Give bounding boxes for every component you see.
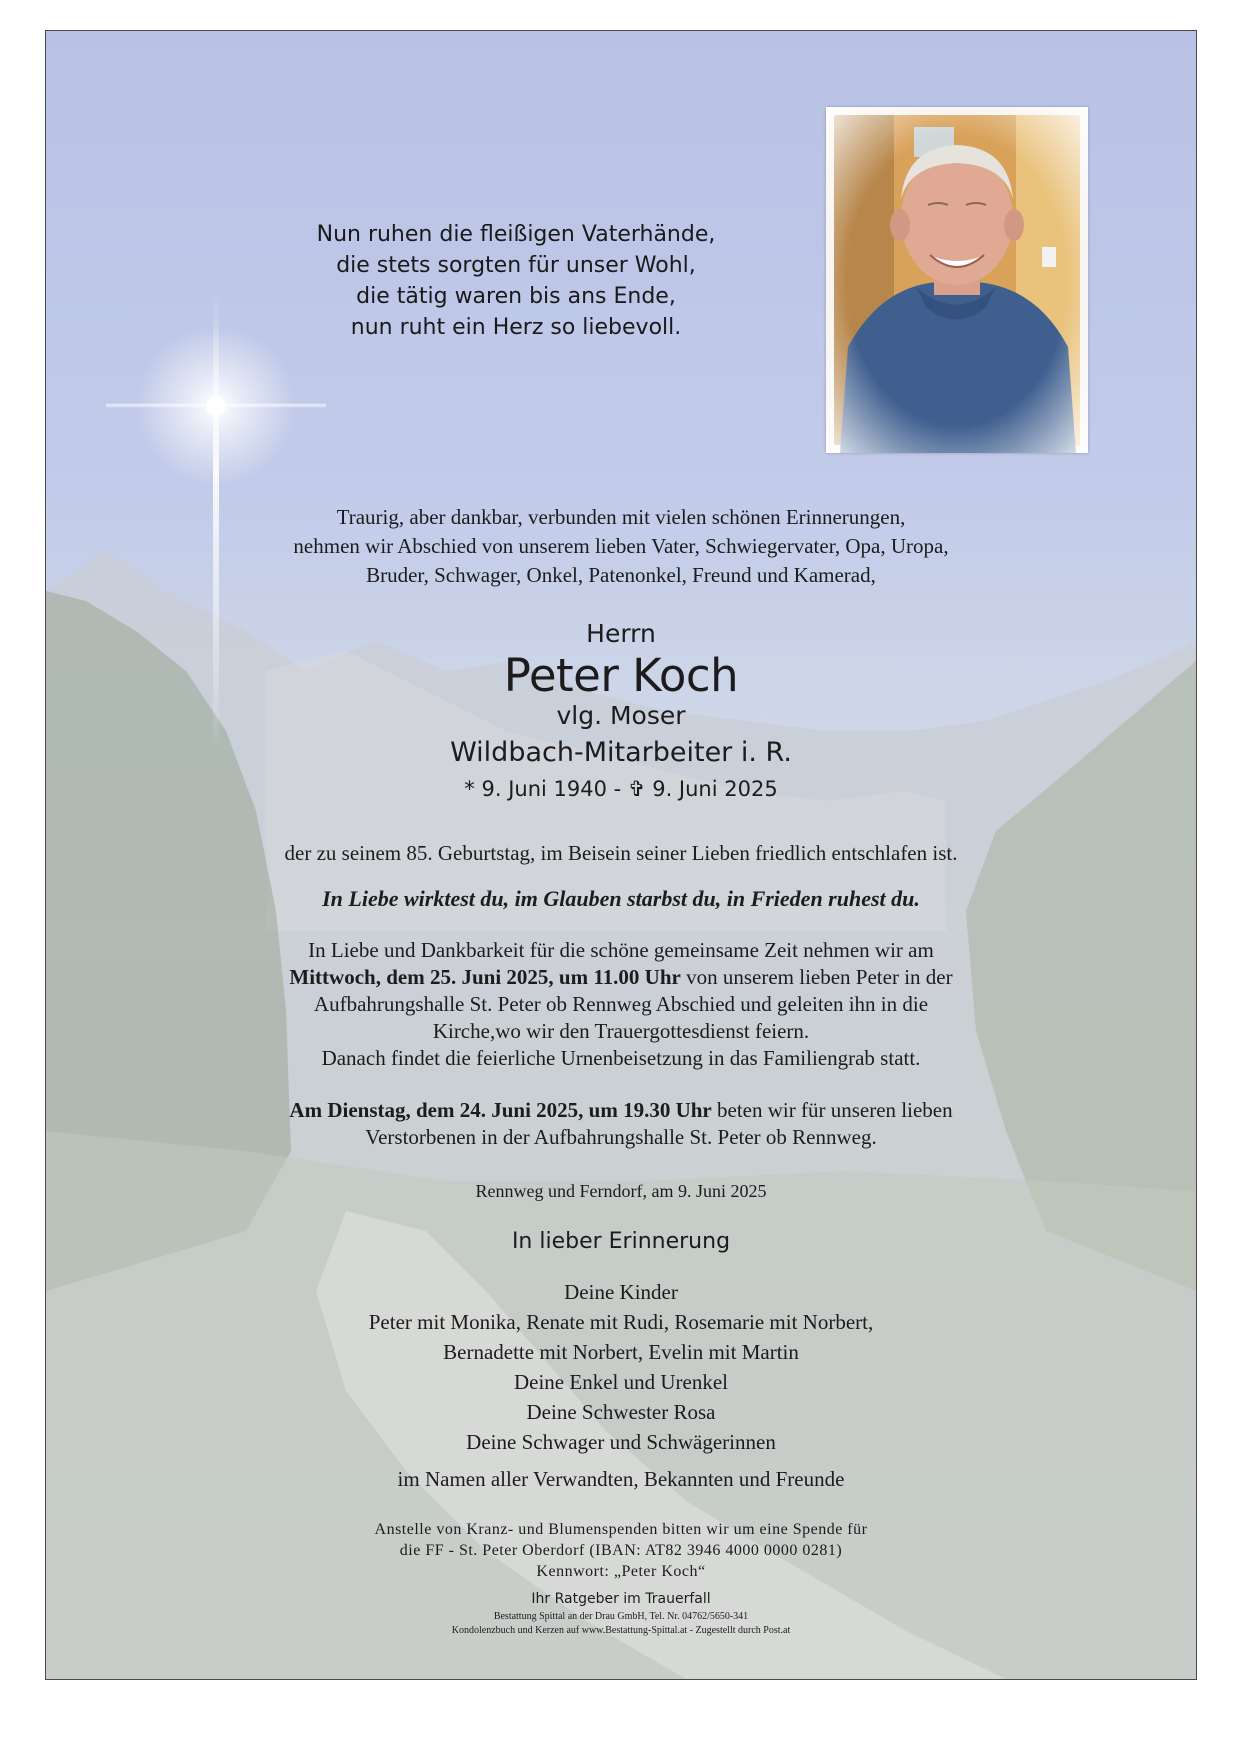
death-date: 9. Juni 2025 (652, 777, 778, 801)
funeral-line: Danach findet die feierliche Urnenbeisetzung in das Familiengrab statt. (321, 1046, 921, 1070)
portrait-photo (826, 107, 1088, 453)
donation-note (46, 1519, 1196, 1582)
obituary-card (45, 30, 1197, 1680)
mourner-line: Deine Schwager und Schwägerinnen (466, 1430, 776, 1454)
poem-line: nun ruht ein Herz so liebevoll. (350, 315, 682, 340)
passed-text: der zu seinem 85. Geburtstag, im Beisein seiner Lieben friedlich entschlafen ist. (284, 841, 958, 865)
poem-line: die stets sorgten für unser Wohl, (336, 253, 696, 278)
prayer-line: Verstorbenen in der Aufbahrungshalle St. Peter ob Rennweg. (365, 1125, 877, 1149)
footer-title: Ihr Ratgeber im Trauerfall (531, 1591, 711, 1607)
remembrance-title: In lieber Erinnerung (511, 1229, 731, 1254)
cross-icon: ✞ (627, 777, 646, 801)
intro-line: Traurig, aber dankbar, verbunden mit vielen schönen Erinnerungen, (336, 505, 906, 529)
poem-line: die tätig waren bis ans Ende, (356, 284, 676, 309)
salutation: Herrn (586, 619, 656, 648)
mourner-line: Deine Enkel und Urenkel (513, 1370, 728, 1394)
donation-line: Anstelle von Kranz- und Blumenspenden bitten wir um eine Spende für (374, 1521, 868, 1538)
on-behalf-text: im Namen aller Verwandten, Bekannten und Freunde (397, 1467, 845, 1491)
funeral-paragraph (46, 937, 1196, 1072)
place-date: Rennweg und Ferndorf, am 9. Juni 2025 (475, 1181, 767, 1201)
prayer-line (46, 1097, 1196, 1124)
poem-line: Nun ruhen die fleißigen Vaterhände, (316, 222, 716, 247)
birth-date: 9. Juni 1940 - (481, 777, 622, 801)
donation-line: die FF - St. Peter Oberdorf (IBAN: AT82 3946 4000 0000 0281) (399, 1542, 843, 1559)
funeral-datetime: Mittwoch, dem 25. Juni 2025, um 11.00 Uhr (289, 965, 681, 989)
mourner-line: Peter mit Monika, Renate mit Rudi, Rosemarie mit Norbert, (368, 1310, 874, 1334)
motto: In Liebe wirktest du, im Glauben starbst du, in Frieden ruhest du. (322, 886, 920, 911)
prayer-paragraph (46, 1097, 1196, 1151)
donation-line: Kennwort: „Peter Koch“ (536, 1563, 706, 1580)
deceased-vulgo: vlg. Moser (556, 701, 686, 730)
prayer-datetime: Am Dienstag, dem 24. Juni 2025, um 19.30 Uhr (289, 1098, 712, 1122)
portrait-image (826, 107, 1088, 453)
footer-company: Bestattung Spittal an der Drau GmbH, Tel. Nr. 04762/5650-341 (493, 1611, 749, 1622)
funeral-line: In Liebe und Dankbarkeit für die schöne gemeinsame Zeit nehmen wir am (308, 938, 934, 962)
intro-line: nehmen wir Abschied von unserem lieben Vater, Schwiegervater, Opa, Uropa, (293, 534, 949, 558)
funeral-line (46, 964, 1196, 991)
prayer-line-rest: beten wir für unseren lieben (711, 1098, 953, 1122)
intro-text (46, 503, 1196, 590)
mourners-list (46, 1277, 1196, 1457)
mourner-line: Bernadette mit Norbert, Evelin mit Martin (443, 1340, 799, 1364)
funeral-line: Kirche,wo wir den Trauergottesdienst feiern. (432, 1019, 810, 1043)
funeral-line: Aufbahrungshalle St. Peter ob Rennweg Abschied und geleiten ihn in die (313, 992, 929, 1016)
deceased-name: Peter Koch (503, 649, 739, 702)
funeral-line-rest: von unserem lieben Peter in der (680, 965, 953, 989)
mourner-line: Deine Schwester Rosa (526, 1400, 716, 1424)
birth-star-icon: * (464, 777, 475, 801)
life-dates (46, 777, 1196, 801)
footer-website: Kondolenzbuch und Kerzen auf www.Bestattung-Spittal.at - Zugestellt durch Post.at (451, 1625, 791, 1636)
poem (286, 219, 746, 343)
mourner-line: Deine Kinder (564, 1280, 678, 1304)
intro-line: Bruder, Schwager, Onkel, Patenonkel, Freund und Kamerad, (366, 563, 876, 587)
deceased-occupation: Wildbach-Mitarbeiter i. R. (450, 737, 792, 768)
